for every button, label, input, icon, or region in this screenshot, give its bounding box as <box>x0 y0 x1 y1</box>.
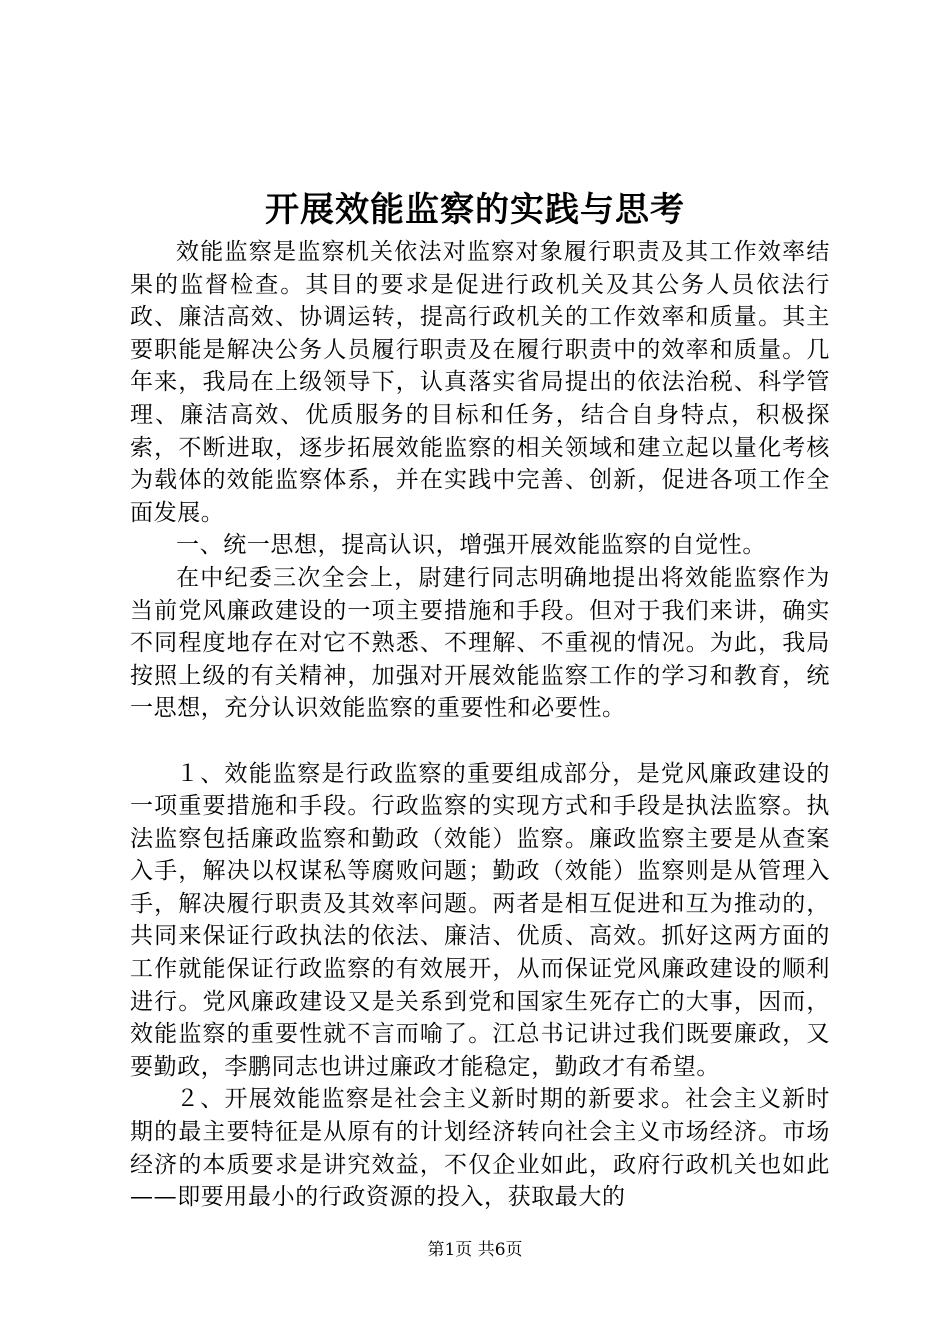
paragraph-section-heading: 一、统一思想，提高认识，增强开展效能监察的自觉性。 <box>176 532 766 559</box>
document-title: 开展效能监察的实践与思考 <box>265 190 685 230</box>
paragraph-section-intro: 在中纪委三次全会上，尉建行同志明确地提出将效能监察作为当前党风廉政建设的一项主要措施和手段。但对于我们来讲，确实不同程度地存在对它不熟悉、不理解、不重视的情况。为此，我局按照上级的有关精神，加强对开展效能监察工作的学习和教育，统一思想，充分认识效能监察的重要性和必要性。 <box>130 564 830 722</box>
document-body <box>130 236 830 1214</box>
paragraph-point-1: １、效能监察是行政监察的重要组成部分，是党风廉政建设的一项重要措施和手段。行政监察的实现方式和手段是执法监察。执法监察包括廉政监察和勤政（效能）监察。廉政监察主要是从查案入手，解决以权谋私等腐败问题；勤政（效能）监察则是从管理入手，解决履行职责及其效率问题。两者是相互促进和互为推动的，共同来保证行政执法的依法、廉洁、优质、高效。抓好这两方面的工作就能保证行政监察的有效展开，从而保证党风廉政建设的顺利进行。党风廉政建设又是关系到党和国家生死存亡的大事，因而，效能监察的重要性就不言而喻了。江总书记讲过我们既要廉政，又要勤政，李鹏同志也讲过廉政才能稳定，勤政才有希望。 <box>130 760 830 1080</box>
page-footer: 第1页 共6页 <box>427 1240 523 1260</box>
paragraph-point-2: ２、开展效能监察是社会主义新时期的新要求。社会主义新时期的最主要特征是从原有的计划经济转向社会主义市场经济。市场经济的本质要求是讲究效益，不仅企业如此，政府行政机关也如此——即要用最小的行政资源的投入，获取最大的 <box>130 1086 830 1211</box>
paragraph-intro: 效能监察是监察机关依法对监察对象履行职责及其工作效率结果的监督检查。其目的要求是促进行政机关及其公务人员依法行政、廉洁高效、协调运转，提高行政机关的工作效率和质量。其主要职能是解决公务人员履行职责及在履行职责中的效率和质量。几年来，我局在上级领导下，认真落实省局提出的依法治税、科学管理、廉洁高效、优质服务的目标和任务，结合自身特点，积极探索，不断进取，逐步拓展效能监察的相关领域和建立起以量化考核为载体的效能监察体系，并在实践中完善、创新，促进各项工作全面发展。 <box>130 239 830 526</box>
